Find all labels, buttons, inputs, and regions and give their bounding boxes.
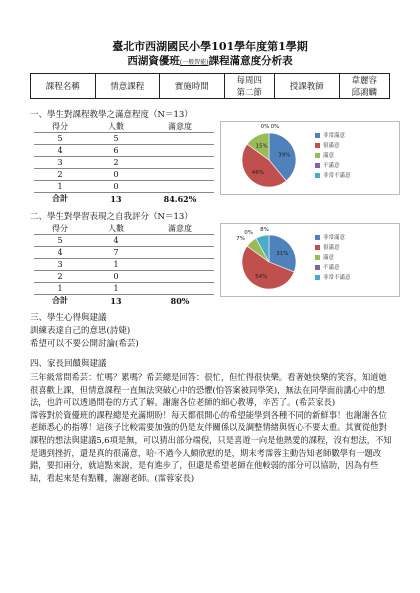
legend-swatch (315, 245, 320, 250)
score-cell: 1 (34, 181, 86, 193)
total-label: 合計 (52, 193, 68, 203)
legend-entry (315, 242, 351, 252)
legend-swatch (315, 153, 320, 158)
score-cell: 2 (34, 271, 86, 283)
course-info-table (30, 73, 390, 99)
legend-label: 很滿意 (323, 245, 340, 251)
count-cell: 0 (86, 271, 146, 283)
section3-heading: 三、學生心得與建議 (30, 313, 107, 323)
subtitle-tag: (一般智能) (179, 59, 209, 66)
subtitle-class: 西湖資優班 (127, 55, 180, 67)
score-cell: 3 (34, 259, 86, 271)
total-count: 13 (110, 193, 122, 204)
table-row (34, 157, 214, 169)
table-row (34, 181, 214, 193)
sat-cell (146, 157, 214, 169)
sat-cell (146, 133, 214, 145)
sat-cell (146, 181, 214, 193)
score-cell: 4 (34, 247, 86, 259)
chart-legend (315, 130, 351, 180)
score-cell: 3 (34, 157, 86, 169)
sat-cell (146, 169, 214, 181)
legend-entry (315, 252, 351, 262)
document-subtitle (0, 53, 420, 68)
legend-label: 滿意 (323, 153, 335, 159)
sat-cell (146, 145, 214, 157)
satisfaction-pie-chart (220, 121, 400, 195)
count-cell: 5 (86, 133, 146, 145)
sat-cell (146, 235, 214, 247)
table-row (34, 271, 214, 283)
score-cell: 4 (34, 145, 86, 157)
legend-swatch (315, 265, 320, 270)
score-cell: 5 (34, 133, 86, 145)
teacher-line1: 韋麗容 (351, 76, 378, 86)
legend-label: 非常不滿意 (323, 275, 351, 281)
time-line2: 第二節 (236, 88, 263, 98)
time-line1: 每周四 (236, 76, 263, 86)
time-label: 實施時間 (160, 74, 225, 99)
count-cell: 1 (86, 283, 146, 295)
legend-entry (315, 130, 351, 140)
table-row (34, 235, 214, 247)
teacher-label: 授課教師 (275, 74, 340, 99)
pie-data-label: 0% (270, 124, 280, 130)
legend-label: 很滿意 (323, 143, 340, 149)
legend-entry (315, 160, 351, 170)
count-cell: 2 (86, 157, 146, 169)
score-cell: 2 (34, 169, 86, 181)
col-sat-header: 滿意度 (146, 121, 214, 133)
time-value (224, 74, 274, 99)
course-name-label: 課程名稱 (31, 74, 96, 99)
legend-swatch (315, 275, 320, 280)
parent-feedback-paragraph: 三年級常問希芸：忙嗎？累嗎？希芸總是回答：很忙，但忙得很快樂。看著她快樂的笑容，知道她很喜歡上課，但情意課程一直無法突破心中的恐懼(怕答案被同學笑)，無法在同學面前講心中的想法，也許可以透過問卷的方式了解。謝謝各位老師的細心教導，辛苦了。(希芸家長) (30, 372, 387, 408)
legend-swatch (315, 173, 320, 178)
pie-svg (221, 122, 311, 194)
total-count: 13 (110, 295, 122, 306)
total-row (34, 193, 214, 205)
legend-label: 滿意 (323, 255, 335, 261)
document-title: 臺北市西湖國民小學101學年度第1學期 (112, 40, 308, 53)
section2-table (34, 223, 214, 306)
legend-entry (315, 170, 351, 180)
table-row (34, 283, 214, 295)
total-sat: 84.62% (163, 193, 197, 204)
legend-label: 不滿意 (323, 265, 340, 271)
section2-heading: 二、學生對學習表現之自我評分（N＝13） (30, 212, 193, 222)
count-cell: 4 (86, 235, 146, 247)
table-row (34, 247, 214, 259)
col-score-header: 得分 (34, 223, 86, 235)
legend-label: 非常滿意 (323, 235, 346, 241)
section1-heading: 一、學生對課程教學之滿意程度（N＝13） (30, 110, 193, 120)
student-comment: 希望可以不要公開討論(希芸) (30, 339, 139, 349)
section4-heading: 四、家長回饋與建議 (30, 359, 107, 369)
legend-entry (315, 272, 351, 282)
sat-cell (146, 259, 214, 271)
teacher-line2: 邱鴻麟 (351, 88, 378, 98)
table-row (34, 259, 214, 271)
col-score-header: 得分 (34, 121, 86, 133)
col-count-header: 人數 (86, 223, 146, 235)
pie-data-label: 0% (260, 124, 270, 130)
section1-table (34, 121, 214, 204)
pie-data-label: 15% (255, 143, 268, 150)
pie-svg (221, 224, 311, 296)
pie-data-label: 8% (260, 227, 269, 234)
legend-entry (315, 232, 351, 242)
legend-swatch (315, 235, 320, 240)
legend-label: 非常不滿意 (323, 173, 351, 179)
legend-label: 非常滿意 (323, 133, 346, 139)
pie-data-label: 46% (251, 169, 265, 176)
teacher-value (339, 74, 389, 99)
table-row (34, 169, 214, 181)
score-cell: 1 (34, 283, 86, 295)
count-cell: 1 (86, 259, 146, 271)
table-row (34, 145, 214, 157)
count-cell: 6 (86, 145, 146, 157)
count-cell: 0 (86, 181, 146, 193)
score-cell: 5 (34, 235, 86, 247)
sat-cell (146, 283, 214, 295)
legend-swatch (315, 133, 320, 138)
pie-data-label: 7% (236, 235, 245, 242)
total-label: 合計 (52, 295, 68, 305)
legend-entry (315, 262, 351, 272)
total-sat: 80% (170, 295, 190, 306)
course-name-value: 情意課程 (95, 74, 160, 99)
legend-entry (315, 150, 351, 160)
total-row (34, 295, 214, 307)
legend-swatch (315, 143, 320, 148)
pie-data-label: 54% (255, 274, 268, 281)
pie-data-label: 31% (276, 250, 289, 257)
sat-cell (146, 271, 214, 283)
student-comment: 訓練表達自己的意思(詩婕) (30, 326, 131, 336)
count-cell: 0 (86, 169, 146, 181)
col-count-header: 人數 (86, 121, 146, 133)
pie-data-label: 39% (278, 152, 291, 159)
self-evaluation-pie-chart (220, 223, 400, 297)
legend-label: 不滿意 (323, 163, 340, 169)
chart-legend (315, 232, 351, 282)
legend-swatch (315, 163, 320, 168)
parent-feedback-paragraph: 霈蓉對於資優班的課程總是充滿期盼！每天都很開心的希望能學到各種不同的新鮮事！也謝謝各位老師悉心的指導！這孩子比較需要加強的仍是友伴關係以及調整情緒與恆心不要太重。其實從他對課程的想法與建議5,6項是無，可以猜出部分端倪，只是喜遊一向是他熱愛的課程，沒有想法，不知是遇到挫折，還是真的很滿意，哈·不過今人頗欣慰的是，期末考霈蓉主動告知老師數學有一題改錯，要扣兩分，就這點來說，是有進步了，但還是希望老師在他較弱的部分可以協助，因為有些結，看起來是有點難，謝謝老師。(霈蓉家長) (30, 409, 392, 483)
pie-data-label: 0% (244, 229, 253, 236)
legend-swatch (315, 255, 320, 260)
table-row (34, 133, 214, 145)
parent-feedback (30, 371, 392, 484)
legend-entry (315, 140, 351, 150)
sat-cell (146, 247, 214, 259)
col-sat-header: 滿意度 (146, 223, 214, 235)
subtitle-report: 課程滿意度分析表 (208, 55, 293, 67)
count-cell: 7 (86, 247, 146, 259)
